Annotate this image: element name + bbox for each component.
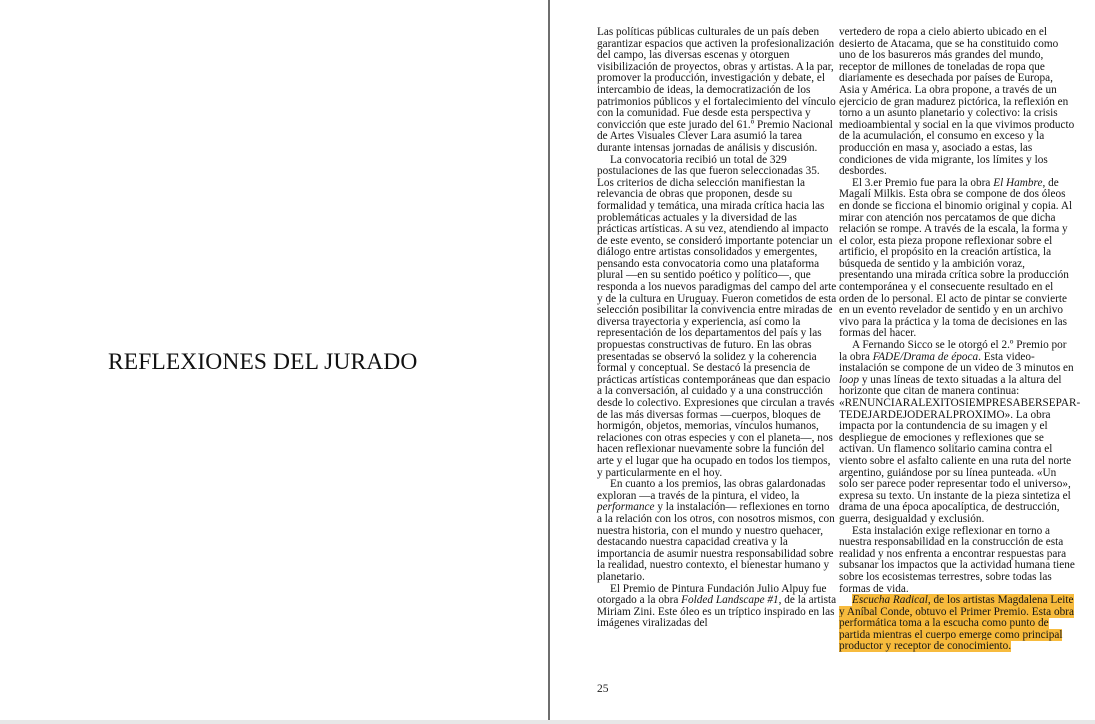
artwork-title: Folded Landscape #1 xyxy=(681,594,779,607)
paragraph-premios: En cuanto a los premios, las obras galardonadas exploran —a través de la pintura, el video, la performance y la instalación— reflexiones en torno a la relación con los otros, con nosotros mismos, con nuestra historia, con el mundo y nuestro quehacer, destacando nuestra capacidad creativa y la importancia de asumir nuestra responsabilidad sobre la realidad, nuestro contexto, el bienestar humano y planetario. xyxy=(597,478,835,583)
italic-term: loop xyxy=(839,373,860,386)
paragraph-instalacion: Esta instalación exige reflexionar en torno a nuestra responsabilidad en la construcción de esta realidad y nos enfrenta a encontrar respuestas para subsanar los impactos que la actividad humana tiene sobre los ecosistemas terrestres, sobre todas las formas de vida. xyxy=(839,524,1075,595)
paragraph-premio-pintura: El Premio de Pintura Fundación Julio Alpuy fue otorgado a la obra Folded Landscape #1, de la artista Miriam Zini. Este óleo es un tríptico inspirado en las imágenes viralizadas del xyxy=(597,582,837,630)
paragraph-intro: Las políticas públicas culturales de un país deben garantizar espacios que activen la profesionalización del campo, las diversas escenas y otorguen visibilización de proyectos, obras y artistas. A la par, promover la producción, investigación y debate, el intercambio de ideas, la democratización de los patrimonios públicos y el fortalecimiento del vínculo con la comunidad. Fue desde esta perspectiva y convicción que este jurado del 61.º Premio Nacional de Artes Visuales Clever Lara asumió la tarea durante intensas jornadas de análisis y discusión. xyxy=(597,26,836,154)
artwork-title: FADE/Drama de época xyxy=(872,350,979,363)
text-column-2 xyxy=(839,26,1081,653)
paragraph-tercer-premio: El 3.er Premio fue para la obra El Hambre, de Magalí Milkis. Esta obra se compone de dos óleos en donde se ficciona el binomio original y copia. Al mirar con atención nos percatamos de que dicha relación se rompe. A través de la escala, la forma y el color, esta pieza propone reflexionar sobre el artificio, el propósito en la creación artística, la búsqueda de sentido y la ambición voraz, presentando una mirada crítica sobre la producción contemporánea y el consecuente resultado en el orden de lo personal. El acto de pintar se convierte en un evento revelador de sentido y en un archivo vivo para la práctica y la toma de decisiones en las formas del hacer. xyxy=(839,176,1073,340)
section-title: REFLEXIONES DEL JURADO xyxy=(108,349,418,375)
page-spine xyxy=(548,0,550,724)
italic-term: performance xyxy=(597,501,655,514)
paragraph-convocatoria: La convocatoria recibió un total de 329 postulaciones de las que fueron seleccionadas 35. Los criterios de dicha selección manifiestan la relevancia de obras que proponen, desde su formalidad y temática, una mirada crítica hacia las problemáticas actuales y la diversidad de las prácticas artísticas. A su vez, atendiendo al impacto de este evento, se consideró importante potenciar un diálogo entre artistas consolidados y emergentes, pensando esta convocatoria como una plataforma plural —en su sentido poético y político—, que responda a los nuevos paradigmas del campo del arte y de la cultura en Uruguay. Fueron cometidos de esta selección posibilitar la convivencia entre miradas de diversa trayectoria y experiencia, así como la representación de los departamentos del país y las propuestas constructivas de futuro. En las obras presentadas se observó la solidez y la coherencia formal y conceptual. Se destacó la presencia de prácticas artísticas contemporáneas que dan espacio a la conversación, al cuidado y a una construcción desde lo colectivo. Expresiones que circulan a través de las más diversas formas —cuerpos, bloques de hormigón, objetos, memorias, vínculos humanos, relaciones con otras especies y con el planeta—, nos hacen reflexionar nuevamente sobre la función del arte y el lugar que ha ocupado en todos los tiempos, y particularmente en el hoy. xyxy=(597,153,837,479)
bottom-edge xyxy=(0,720,1095,724)
artwork-title: El Hambre xyxy=(993,176,1043,189)
artwork-title: Escucha Radical xyxy=(852,594,928,607)
paragraph-segundo-premio: A Fernando Sicco se le otorgó el 2.º Premio por la obra FADE/Drama de época. Esta video-instalación se compone de un video de 3 minutos en loop y unas líneas de texto situadas a la altura del horizonte que citan de manera continua: «RENUNCIARALEXITOSIEMPRESABERSEPAR-TEDEJARDEJODERALPROXIMO». La obra impacta por la contundencia de su imagen y el despliegue de emociones y reflexiones que se activan. Un flamenco solitario camina contra el viento sobre el asfalto caliente en una ruta del norte argentino, guiándose por su línea punteada. «Un solo ser parece poder representar todo el universo», expresa su texto. Un instante de la pieza sintetiza el drama de una época apocalíptica, de destrucción, guerra, desigualdad y exclusión. xyxy=(839,339,1081,525)
text-column-1 xyxy=(597,27,837,630)
page-number: 25 xyxy=(597,683,609,695)
highlighted-text: Escucha Radical, de los artistas Magdalena Leite y Aníbal Conde, obtuvo el Primer Premio. Esta obra performática toma a la escucha como punto de partida mientras el cuerpo emerge como principal productor y receptor de conocimiento. xyxy=(839,594,1074,653)
paragraph-primer-premio xyxy=(839,595,1075,653)
paragraph-vertedero: vertedero de ropa a cielo abierto ubicado en el desierto de Atacama, que se ha constituido como uno de los basureros más grandes del mundo, receptor de millones de toneladas de ropa que diariamente es desechada por países de Europa, Asia y América. La obra propone, a través de un ejercicio de gran madurez pictórica, la reflexión en torno a un asunto planetario y colectivo: la crisis medioambiental y social en la que vivimos producto de la acumulación, el consumo en exceso y la producción en masa y, asociado a estas, las condiciones de vida migrante, los límites y los desbordes. xyxy=(839,26,1075,178)
